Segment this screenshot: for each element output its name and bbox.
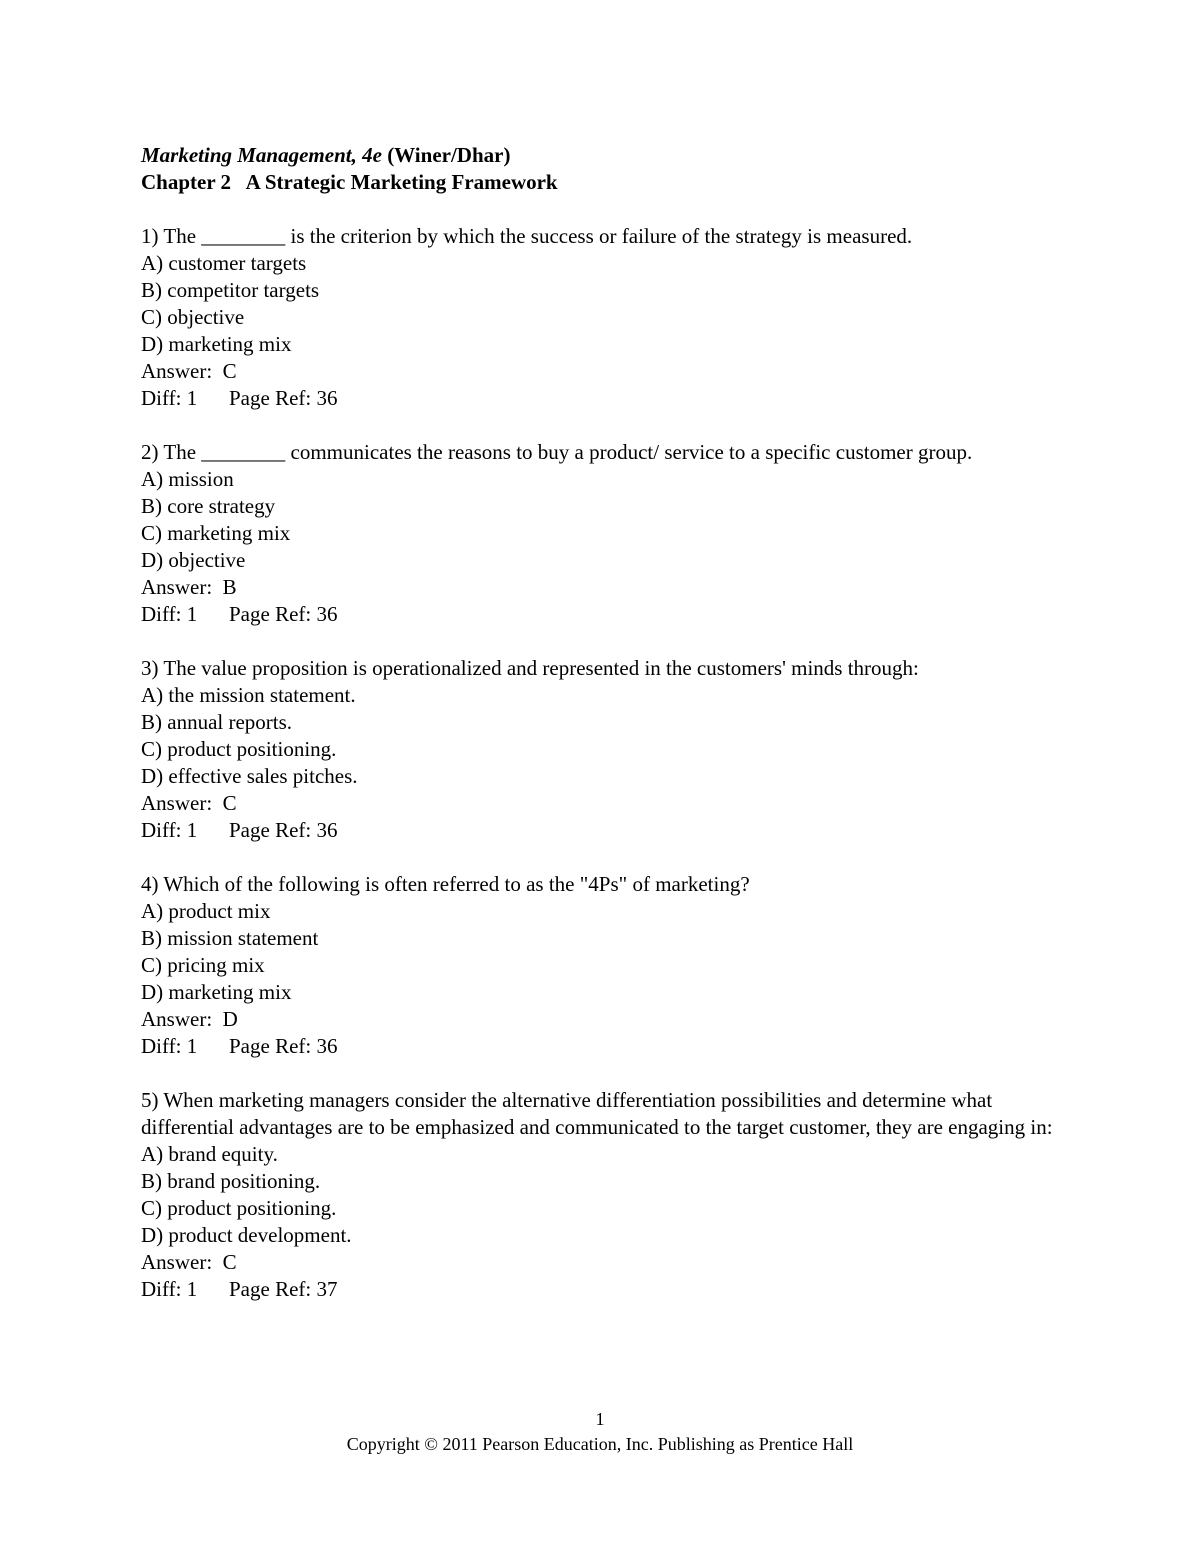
- option-c: C) product positioning.: [141, 737, 337, 761]
- diff-page-ref: [141, 1033, 1071, 1060]
- question-5: [141, 1087, 1071, 1303]
- difficulty: Diff: 1: [141, 1277, 198, 1301]
- difficulty: Diff: 1: [141, 602, 198, 626]
- question-stem: 2) The ________ communicates the reasons to buy a product/ service to a specific customer group.: [141, 440, 973, 464]
- page-content: [141, 142, 1071, 1303]
- question-4: [141, 871, 1071, 1060]
- option-b: B) core strategy: [141, 494, 276, 518]
- option-a: A) brand equity.: [141, 1142, 278, 1166]
- option-c: C) objective: [141, 305, 245, 329]
- question-stem: 4) Which of the following is often referred to as the "4Ps" of marketing?: [141, 872, 750, 896]
- page-ref: Page Ref: 36: [229, 818, 338, 842]
- option-c: C) marketing mix: [141, 521, 291, 545]
- book-title-line: [141, 142, 1071, 169]
- page-ref: Page Ref: 37: [229, 1277, 338, 1301]
- option-a: A) customer targets: [141, 251, 307, 275]
- copyright-notice: Copyright © 2011 Pearson Education, Inc. Publishing as Prentice Hall: [346, 1434, 854, 1454]
- page-ref: Page Ref: 36: [229, 386, 338, 410]
- option-d: D) marketing mix: [141, 980, 292, 1004]
- answer: Answer: C: [141, 359, 237, 383]
- question-stem: 3) The value proposition is operationalized and represented in the customers' minds through:: [141, 656, 919, 680]
- option-a: A) product mix: [141, 899, 271, 923]
- book-title: Marketing Management, 4e: [141, 143, 382, 167]
- answer: Answer: D: [141, 1007, 238, 1031]
- option-b: B) competitor targets: [141, 278, 320, 302]
- spacer: [141, 412, 1071, 439]
- answer: Answer: C: [141, 1250, 237, 1274]
- option-c: C) product positioning.: [141, 1196, 337, 1220]
- answer: Answer: B: [141, 575, 237, 599]
- option-b: B) brand positioning.: [141, 1169, 321, 1193]
- page-number: 1: [595, 1409, 605, 1429]
- spacer: [141, 196, 1071, 223]
- answer: Answer: C: [141, 791, 237, 815]
- page-ref: Page Ref: 36: [229, 1034, 338, 1058]
- spacer: [141, 628, 1071, 655]
- option-b: B) annual reports.: [141, 710, 293, 734]
- option-d: D) objective: [141, 548, 246, 572]
- option-d: D) effective sales pitches.: [141, 764, 358, 788]
- book-authors: (Winer/Dhar): [387, 143, 511, 167]
- question-1: [141, 223, 1071, 412]
- option-c: C) pricing mix: [141, 953, 265, 977]
- option-d: D) marketing mix: [141, 332, 292, 356]
- chapter-title: Chapter 2 A Strategic Marketing Framework: [141, 170, 558, 194]
- option-a: A) the mission statement.: [141, 683, 356, 707]
- question-3: [141, 655, 1071, 844]
- option-a: A) mission: [141, 467, 234, 491]
- spacer: [141, 844, 1071, 871]
- option-b: B) mission statement: [141, 926, 319, 950]
- page-ref: Page Ref: 36: [229, 602, 338, 626]
- diff-page-ref: [141, 601, 1071, 628]
- option-d: D) product development.: [141, 1223, 352, 1247]
- difficulty: Diff: 1: [141, 386, 198, 410]
- spacer: [141, 1060, 1071, 1087]
- question-2: [141, 439, 1071, 628]
- diff-page-ref: [141, 385, 1071, 412]
- question-stem: 5) When marketing managers consider the alternative differentiation possibilities and determine what differential advantages are to be emphasized and communicated to the target customer, they are engaging in:: [141, 1088, 1053, 1139]
- diff-page-ref: [141, 1276, 1071, 1303]
- question-stem: 1) The ________ is the criterion by which the success or failure of the strategy is measured.: [141, 224, 913, 248]
- difficulty: Diff: 1: [141, 1034, 198, 1058]
- difficulty: Diff: 1: [141, 818, 198, 842]
- diff-page-ref: [141, 817, 1071, 844]
